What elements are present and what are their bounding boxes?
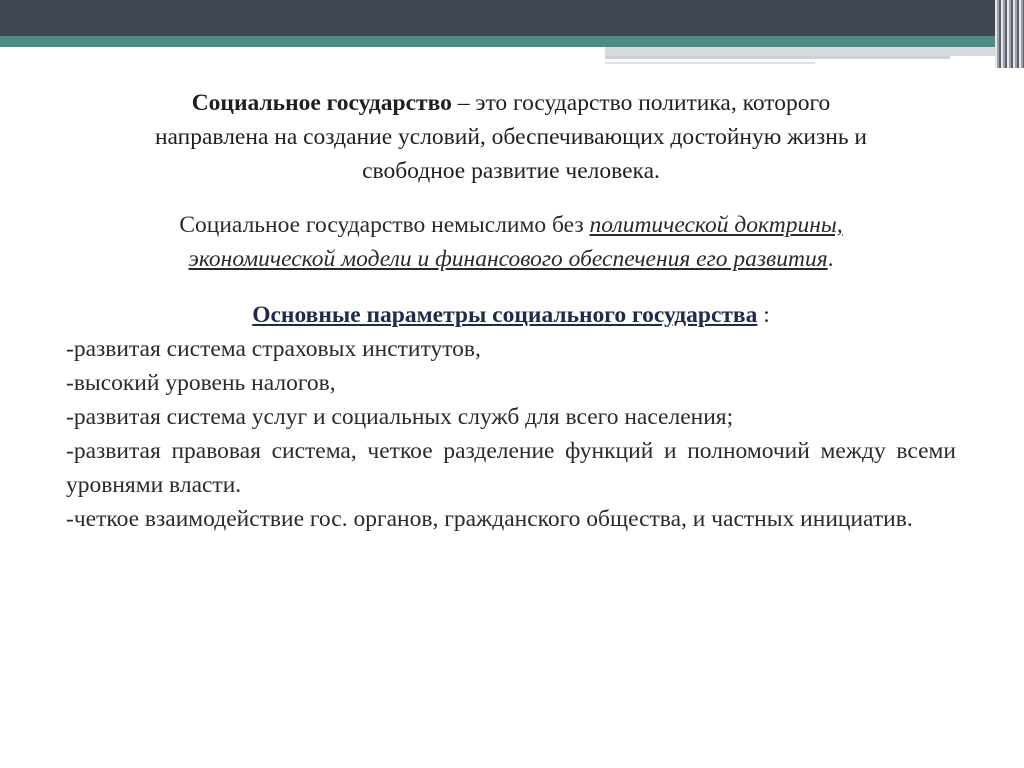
definition-term: Социальное государство (191, 90, 452, 116)
doctrine-text: Социальное государство немыслимо без (179, 212, 590, 238)
header-bar (0, 0, 1024, 36)
doctrine-paragraph (66, 208, 956, 276)
definition-text: свободное развитие человека. (362, 158, 660, 184)
list-item: -развитая система услуг и социальных служб для всего населения; (66, 404, 734, 430)
doctrine-text: . (827, 246, 834, 272)
list-item: -развитая система страховых институтов, (66, 336, 481, 362)
doctrine-emphasis: политической доктрины, (589, 212, 843, 238)
params-heading-suffix: : (757, 302, 770, 328)
definition-paragraph (66, 86, 956, 188)
corner-stripes-decoration (995, 0, 1024, 68)
doctrine-emphasis: экономической модели и финансового обеспечения его развития (188, 246, 828, 272)
accent-band (0, 36, 1024, 47)
accent-line (605, 47, 1024, 56)
list-item: -высокий уровень налогов, (66, 370, 336, 396)
accent-line (605, 56, 950, 59)
list-item: -развитая правовая система, четкое разделение функций и полномочий между всеми уровнями власти. (66, 438, 956, 498)
params-list (66, 332, 956, 536)
definition-text: направлена на создание условий, обеспечивающих достойную жизнь и (154, 124, 868, 150)
slide-content (66, 86, 956, 536)
params-heading: Основные параметры социального государства (252, 302, 758, 328)
list-item: -четкое взаимодействие гос. органов, гражданского общества, и частных инициатив. (66, 506, 913, 532)
accent-line (605, 62, 815, 64)
params-heading-line (66, 298, 956, 332)
definition-text: – это государство политика, которого (451, 90, 831, 116)
